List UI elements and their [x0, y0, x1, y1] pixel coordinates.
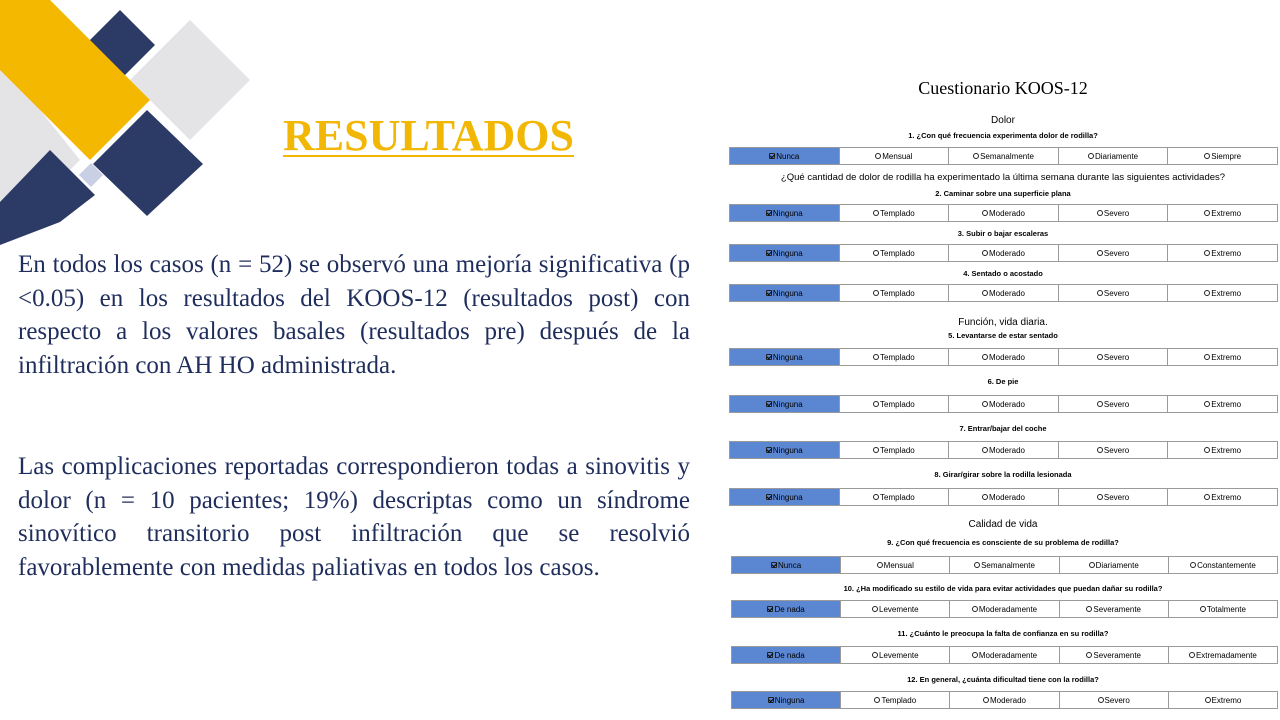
option-label: Extremadamente	[1195, 650, 1257, 660]
option-5-3	[949, 349, 1059, 365]
option-label: Semanalmente	[980, 151, 1034, 161]
option-8-2	[840, 489, 950, 505]
option-label: Semanalmente	[981, 560, 1035, 570]
question-4-options	[729, 284, 1278, 302]
option-11-3	[950, 647, 1059, 663]
checkbox-checked-icon	[766, 354, 772, 360]
option-4-5	[1168, 285, 1277, 301]
radio-empty-icon	[973, 153, 979, 159]
radio-empty-icon	[1204, 153, 1210, 159]
option-label: Moderado	[988, 248, 1025, 258]
radio-empty-icon	[1097, 250, 1103, 256]
option-11-4	[1060, 647, 1169, 663]
radio-empty-icon	[1205, 697, 1211, 703]
option-label: Ninguna	[774, 695, 805, 705]
option-label: Extremo	[1211, 352, 1242, 362]
option-11-2	[841, 647, 950, 663]
option-4-2	[840, 285, 950, 301]
option-1-5	[1168, 148, 1277, 164]
question-11-label: 11. ¿Cuánto le preocupa la falta de confianza en su rodilla?	[897, 629, 1109, 638]
option-label: Moderadamente	[978, 604, 1038, 614]
radio-empty-icon	[972, 606, 978, 612]
option-1-4	[1059, 148, 1169, 164]
radio-empty-icon	[873, 290, 879, 296]
checkbox-checked-icon	[767, 652, 773, 658]
question-9-label: 9. ¿Con qué frecuencia es consciente de su problema de rodilla?	[887, 538, 1119, 547]
option-label: Ninguna	[772, 445, 803, 455]
radio-empty-icon	[982, 447, 988, 453]
option-label: Levemente	[879, 604, 919, 614]
radio-empty-icon	[1204, 447, 1210, 453]
radio-empty-icon	[1189, 652, 1195, 658]
radio-empty-icon	[1204, 354, 1210, 360]
option-7-4	[1059, 442, 1169, 458]
question-2-options	[729, 204, 1278, 222]
option-12-5	[1169, 692, 1277, 708]
radio-empty-icon	[1204, 290, 1210, 296]
question-1-label: 1. ¿Con qué frecuencia experimenta dolor de rodilla?	[908, 131, 1098, 140]
radio-empty-icon	[983, 697, 989, 703]
option-label: Nunca	[776, 151, 800, 161]
question-5-label: 5. Levantarse de estar sentado	[948, 331, 1058, 340]
radio-empty-icon	[1097, 447, 1103, 453]
radio-empty-icon	[1097, 401, 1103, 407]
option-5-2	[840, 349, 950, 365]
checkbox-checked-icon	[766, 447, 772, 453]
option-label: Extremo	[1211, 288, 1242, 298]
option-4-4	[1059, 285, 1169, 301]
option-1-3	[949, 148, 1059, 164]
option-4-3	[949, 285, 1059, 301]
question-8-options	[729, 488, 1278, 506]
questionnaire-title: Cuestionario KOOS-12	[918, 78, 1088, 98]
section-calidad: Calidad de vida	[968, 519, 1038, 530]
option-label: Moderado	[989, 695, 1027, 705]
decorative-diamonds	[0, 0, 260, 250]
option-12-4	[1060, 692, 1169, 708]
option-11-5	[1169, 647, 1277, 663]
question-8-label: 8. Girar/girar sobre la rodilla lesionada	[934, 470, 1072, 479]
checkbox-checked-icon	[767, 606, 773, 612]
option-label: Levemente	[879, 650, 919, 660]
option-label: Mensual	[882, 151, 913, 161]
option-label: Moderado	[988, 288, 1025, 298]
radio-empty-icon	[875, 153, 881, 159]
option-10-3	[950, 601, 1059, 617]
radio-empty-icon	[1204, 250, 1210, 256]
option-label: Totalmente	[1206, 604, 1246, 614]
question-11-options	[731, 646, 1278, 664]
option-9-2	[841, 557, 950, 573]
checkbox-checked-icon	[766, 401, 772, 407]
question-5-options	[729, 348, 1278, 366]
option-label: Extremo	[1211, 248, 1242, 258]
option-12-2	[841, 692, 950, 708]
option-label: Constantemente	[1197, 560, 1256, 570]
radio-empty-icon	[1086, 652, 1092, 658]
option-label: Diariamente	[1095, 151, 1139, 161]
radio-empty-icon	[982, 250, 988, 256]
radio-empty-icon	[1204, 494, 1210, 500]
radio-empty-icon	[1204, 401, 1210, 407]
option-label: Extremo	[1211, 399, 1242, 409]
option-10-4	[1060, 601, 1169, 617]
question-7-label: 7. Entrar/bajar del coche	[959, 424, 1047, 433]
radio-empty-icon	[877, 562, 883, 568]
option-6-2	[840, 396, 950, 412]
option-2-3	[949, 205, 1059, 221]
radio-empty-icon	[1086, 606, 1092, 612]
option-label: Ninguna	[772, 492, 803, 502]
option-label: Templado	[881, 695, 917, 705]
radio-empty-icon	[873, 401, 879, 407]
option-label: Severo	[1103, 288, 1130, 298]
radio-empty-icon	[1088, 153, 1094, 159]
option-12-1	[732, 692, 841, 708]
radio-empty-icon	[982, 354, 988, 360]
option-1-2	[840, 148, 950, 164]
checkbox-checked-icon	[766, 494, 772, 500]
option-2-2	[840, 205, 950, 221]
complications-paragraph: Las complicaciones reportadas correspondieron todas a sinovitis y dolor (n = 10 pacientes; 19%) descriptas como un síndrome sinovítico transitorio post infiltración que se resolvió favorablemente con medidas paliativas en todos los casos.	[18, 453, 690, 581]
option-2-4	[1059, 205, 1169, 221]
option-3-3	[949, 245, 1059, 261]
option-label: Siempre	[1211, 151, 1242, 161]
option-3-5	[1168, 245, 1277, 261]
radio-empty-icon	[982, 290, 988, 296]
radio-empty-icon	[1089, 562, 1095, 568]
option-label: Severo	[1103, 492, 1130, 502]
option-label: Moderado	[988, 492, 1025, 502]
radio-empty-icon	[982, 494, 988, 500]
option-label: Ninguna	[772, 352, 803, 362]
option-label: Severo	[1103, 399, 1130, 409]
option-label: Diariamente	[1095, 560, 1139, 570]
radio-empty-icon	[974, 562, 980, 568]
radio-empty-icon	[1204, 210, 1210, 216]
option-10-1	[732, 601, 841, 617]
option-8-1	[730, 489, 840, 505]
question-1-options	[729, 147, 1278, 165]
option-label: Extremo	[1211, 445, 1242, 455]
radio-empty-icon	[873, 494, 879, 500]
checkbox-checked-icon	[766, 290, 772, 296]
question-12-options	[731, 691, 1278, 709]
koos12-questionnaire-image	[728, 0, 1280, 720]
option-label: Templado	[880, 399, 915, 409]
option-4-1	[730, 285, 840, 301]
radio-empty-icon	[1098, 697, 1104, 703]
option-3-2	[840, 245, 950, 261]
option-11-1	[732, 647, 841, 663]
option-label: Severamente	[1093, 650, 1141, 660]
option-label: Nunca	[778, 560, 802, 570]
radio-empty-icon	[873, 447, 879, 453]
option-8-5	[1168, 489, 1277, 505]
radio-empty-icon	[972, 652, 978, 658]
option-label: Templado	[880, 288, 915, 298]
checkbox-checked-icon	[771, 562, 777, 568]
radio-empty-icon	[873, 250, 879, 256]
question-6-options	[729, 395, 1278, 413]
option-5-1	[730, 349, 840, 365]
radio-empty-icon	[1097, 354, 1103, 360]
option-label: Ninguna	[772, 288, 803, 298]
option-9-1	[732, 557, 841, 573]
option-12-3	[950, 692, 1059, 708]
option-6-4	[1059, 396, 1169, 412]
checkbox-checked-icon	[769, 153, 775, 159]
option-6-3	[949, 396, 1059, 412]
radio-empty-icon	[982, 401, 988, 407]
radio-empty-icon	[872, 606, 878, 612]
option-7-5	[1168, 442, 1277, 458]
option-8-3	[949, 489, 1059, 505]
option-3-1	[730, 245, 840, 261]
option-label: Moderado	[988, 445, 1025, 455]
option-label: Extremo	[1211, 492, 1242, 502]
option-label: Severo	[1103, 352, 1130, 362]
option-label: Ninguna	[772, 248, 803, 258]
option-label: Severo	[1103, 208, 1130, 218]
option-label: Moderado	[988, 399, 1025, 409]
radio-empty-icon	[874, 697, 880, 703]
option-6-5	[1168, 396, 1277, 412]
option-label: Templado	[880, 352, 915, 362]
option-label: Templado	[880, 445, 915, 455]
option-3-4	[1059, 245, 1169, 261]
option-label: Templado	[880, 248, 915, 258]
results-paragraph: En todos los casos (n = 52) se observó una mejoría significativa (p <0.05) en los resultados del KOOS-12 (resultados post) con respecto a los valores basales (resultados pre) después de la infiltración con AH HO administrada.	[18, 251, 690, 379]
option-10-2	[841, 601, 950, 617]
question-10-options	[731, 600, 1278, 618]
option-label: Severo	[1104, 695, 1130, 705]
option-label: Extremo	[1211, 208, 1242, 218]
option-label: De nada	[774, 650, 805, 660]
radio-empty-icon	[1190, 562, 1196, 568]
option-8-4	[1059, 489, 1169, 505]
question-3-label: 3. Subir o bajar escaleras	[957, 229, 1049, 238]
radio-empty-icon	[982, 210, 988, 216]
radio-empty-icon	[1097, 494, 1103, 500]
option-label: Mensual	[883, 560, 914, 570]
checkbox-checked-icon	[766, 210, 772, 216]
option-9-4	[1060, 557, 1169, 573]
option-label: Severo	[1103, 445, 1130, 455]
checkbox-checked-icon	[766, 250, 772, 256]
section-dolor: Dolor	[991, 115, 1015, 126]
radio-empty-icon	[873, 210, 879, 216]
option-1-1	[730, 148, 840, 164]
radio-empty-icon	[873, 354, 879, 360]
option-7-1	[730, 442, 840, 458]
option-label: Ninguna	[772, 208, 803, 218]
checkbox-checked-icon	[768, 697, 774, 703]
question-6-label: 6. De pie	[987, 377, 1019, 386]
option-label: Moderado	[988, 352, 1025, 362]
option-7-2	[840, 442, 950, 458]
option-6-1	[730, 396, 840, 412]
dolor-intro-question: ¿Qué cantidad de dolor de rodilla ha experimentado la última semana durante las siguientes actividades?	[780, 172, 1226, 183]
question-7-options	[729, 441, 1278, 459]
option-label: De nada	[774, 604, 805, 614]
question-9-options	[731, 556, 1278, 574]
option-10-5	[1169, 601, 1277, 617]
option-label: Templado	[880, 208, 915, 218]
question-3-options	[729, 244, 1278, 262]
radio-empty-icon	[872, 652, 878, 658]
option-7-3	[949, 442, 1059, 458]
option-label: Moderado	[988, 208, 1025, 218]
radio-empty-icon	[1097, 210, 1103, 216]
radio-empty-icon	[1097, 290, 1103, 296]
option-5-4	[1059, 349, 1169, 365]
option-label: Severo	[1103, 248, 1130, 258]
section-funcion: Función, vida diaria.	[958, 317, 1048, 328]
question-12-label: 12. En general, ¿cuánta dificultad tiene con la rodilla?	[907, 675, 1099, 684]
option-9-3	[950, 557, 1059, 573]
slide-title: RESULTADOS	[283, 111, 575, 160]
option-5-5	[1168, 349, 1277, 365]
option-2-5	[1168, 205, 1277, 221]
question-4-label: 4. Sentado o acostado	[963, 269, 1043, 278]
option-label: Templado	[880, 492, 915, 502]
option-label: Ninguna	[772, 399, 803, 409]
question-10-label: 10. ¿Ha modificado su estilo de vida para evitar actividades que puedan dañar su rodilla?	[843, 584, 1163, 593]
question-2-label: 2. Caminar sobre una superficie plana	[935, 189, 1071, 198]
option-label: Moderadamente	[978, 650, 1038, 660]
option-label: Extremo	[1211, 695, 1242, 705]
option-label: Severamente	[1093, 604, 1141, 614]
radio-empty-icon	[1200, 606, 1206, 612]
option-9-5	[1169, 557, 1277, 573]
option-2-1	[730, 205, 840, 221]
